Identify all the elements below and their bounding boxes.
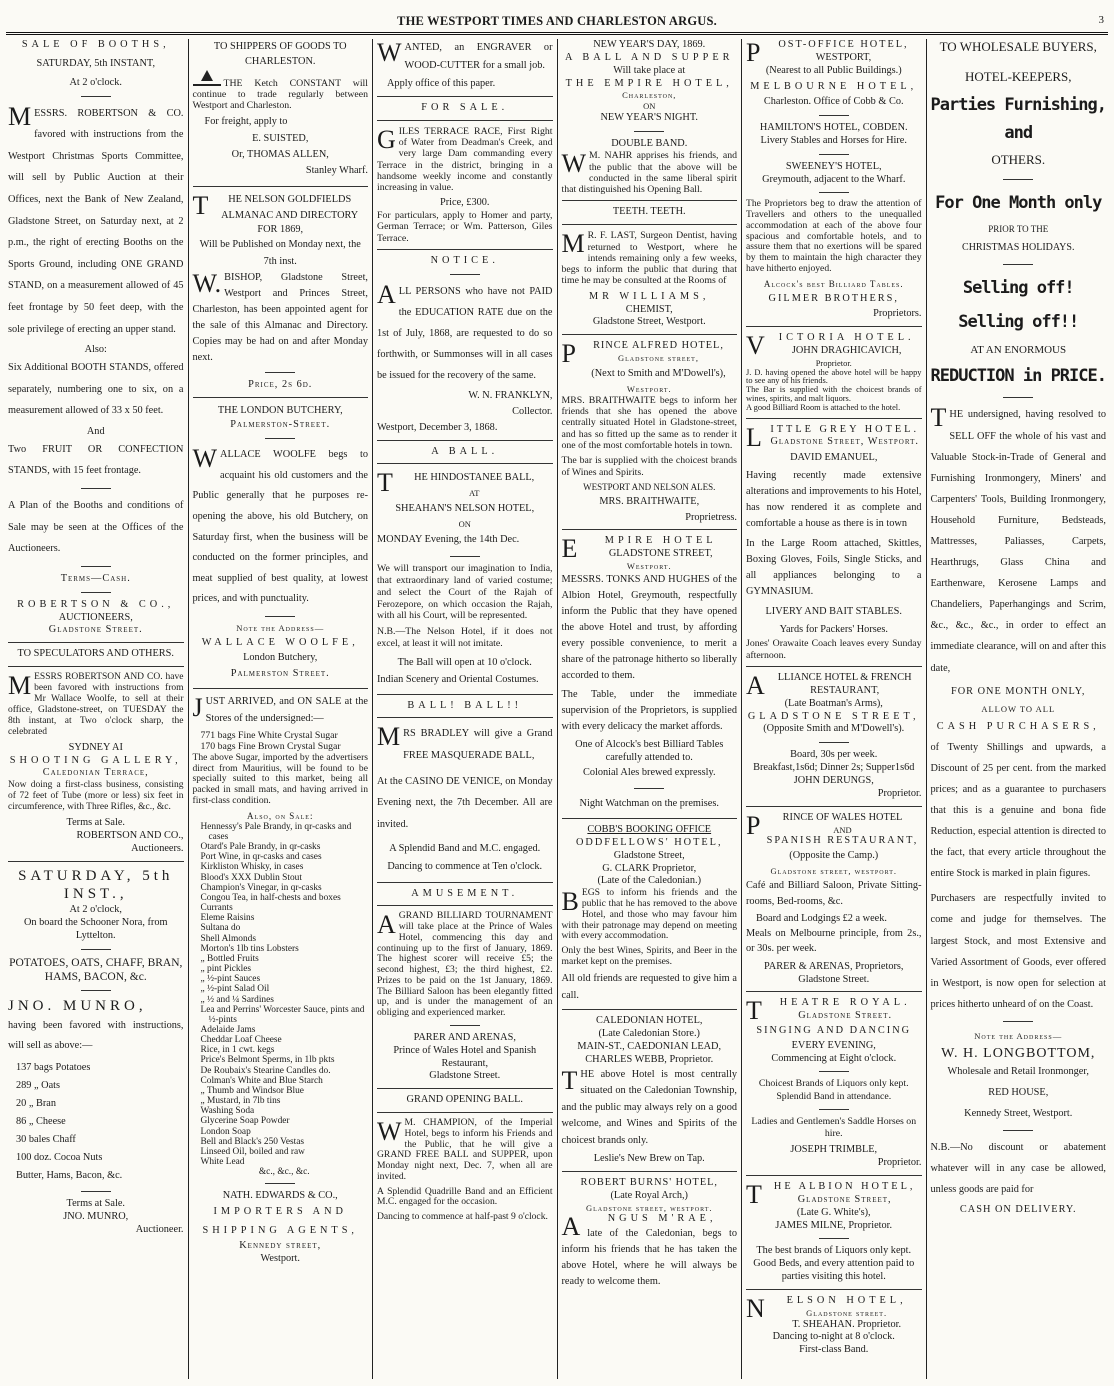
ad-body: Good Beds, and every attention paid to parties visiting this hotel. <box>753 1258 915 1283</box>
advertiser-name: T. SHEAHAN. Proprietor. <box>792 1318 902 1330</box>
ad-body: MESSRS. TONKS AND HUGHES of the Albion Hotel, Greymouth, respectfully inform the Public that they have opened the above Hotel and trust, by affording every possible convenience, to merit a share of the patronage hitherto so liberally accorded to them. <box>561 573 737 681</box>
advertiser-role: Proprietor. <box>877 787 922 799</box>
ad-heading: TEETH. TEETH. <box>612 206 686 218</box>
ad-line: First-class Band. <box>799 1344 869 1356</box>
list-item: Glycerine Soap Powder <box>200 1116 290 1127</box>
list-item: Bell and Black's 250 Vestas <box>200 1136 305 1147</box>
advertiser-role: Auctioneers. <box>131 842 184 854</box>
advertiser-name: JAMES MILNE, Proprietor. <box>775 1219 893 1231</box>
ad-line: And <box>86 425 105 437</box>
ad-heading: FOR ONE MONTH ONLY, <box>951 685 1086 697</box>
ad-heading: EMPIRE HOTEL <box>561 534 717 564</box>
advertiser-name: GILMER BROTHERS, <box>768 292 899 304</box>
ad-body: Indian Scenery and Oriental Costumes. <box>377 674 539 686</box>
ad-line: (Next to Smith and M'Dowell's), <box>591 367 726 379</box>
advertiser-role: AUCTIONEERS, <box>58 611 133 623</box>
ad-heading: TO WHOLESALE BUYERS, <box>939 39 1097 54</box>
ad-line: Will take place at <box>613 64 686 76</box>
ad-line: Gladstone street, westport. <box>586 1202 713 1213</box>
advertiser-role: IMPORTERS AND SHIPPING AGENTS, <box>202 1206 359 1236</box>
list-item: De Roubaix's Stearine Candles do. <box>200 1065 331 1076</box>
ad-body: N.B.—No discount or abatement whatever will in any case be allowed, unless goods are paid for <box>930 1142 1106 1196</box>
list-item: 170 bags Fine Brown Crystal Sugar <box>200 741 341 753</box>
ad-heading: CALEDONIAN HOTEL, <box>596 1015 703 1027</box>
ad-heading: THEATRE ROYAL. <box>746 996 911 1026</box>
advertiser-role: Proprietor. <box>815 357 852 368</box>
ad-line: (Nearest to all Public Buildings.) <box>765 64 902 76</box>
list-item: Adelaide Jams <box>200 1024 256 1035</box>
ad-line: SYDNEY AI <box>68 741 123 753</box>
ad-body: Jones' Orawaite Coach leaves every Sunday afternoon. <box>746 638 922 661</box>
ad-line: DOUBLE BAND. <box>611 137 688 149</box>
ad-body: The Proprietors beg to draw the attention of Travellers and others to the unequalled accommodation at each of the above four spacious and comfortable hotels, and to assure them that no exertions will be spared by them to maintain the high character they have hitherto enjoyed. <box>746 198 922 274</box>
ad-heading: THE NELSON GOLDFIELDS ALMANAC AND DIRECTORY <box>192 190 359 221</box>
advertiser-address: Gladstone Street. <box>798 973 870 985</box>
ad-price: Breakfast,1s6d; Dinner 2s; Supper1s6d <box>753 762 915 774</box>
advertiser-name: CHARLES WEBB, Proprietor. <box>585 1053 714 1065</box>
advertiser-name: ANGUS M'RAE, <box>561 1212 717 1242</box>
ad-heading: HAMILTON'S HOTEL, COBDEN. <box>759 121 908 133</box>
ad-body: late of the Caledonian, begs to inform his friends that he has taken the above Hotel, where he will always be ready to welcome them. <box>561 1228 737 1288</box>
ad-heading: LITTLE GREY HOTEL. <box>746 422 920 452</box>
ad-line: (Late Royal Arch,) <box>610 1189 688 1201</box>
advertiser-role: Proprietors. <box>873 308 922 320</box>
advertiser-name: PARER & ARENAS, Proprietors, <box>763 960 904 972</box>
ad-price: Price, 2s 6d. <box>248 378 313 390</box>
ad-heading: For One Month only <box>935 192 1102 213</box>
ad-terms: Terms—Cash. <box>60 572 131 584</box>
ad-heading: THE HINDOSTANEE BALL, <box>377 468 535 498</box>
ad-line: (Opposite Smith and M'Dowell's). <box>763 723 905 735</box>
ad-line: The Ball will open at 10 o'clock. <box>397 656 532 668</box>
ad-line: Gladstone Street. <box>798 1010 893 1022</box>
ad-date: SATURDAY, 5th INSTANT, <box>36 57 156 69</box>
ad-heading: PRINCE ALFRED HOTEL, <box>561 339 724 369</box>
advertiser-name: NATH. EDWARDS & CO., <box>222 1190 338 1202</box>
list-item: Butter, Hams, Bacon, &c. <box>16 1170 123 1182</box>
advertiser-name: MR WILLIAMS, <box>589 290 710 302</box>
ad-body: ALL PERSONS who have not PAID the EDUCATION RATE due on the 1st of July, 1868, are requested to do so forthwith, or Summonses will in all cases be issued for the recovery of the same. <box>377 279 553 382</box>
ad-body: MESSRS. ROBERTSON & CO. favored with instructions from the Westport Christmas Sports Committee, will sell by Public Auction at their Offices, next the Bank of New Zealand, Gladstone Street, on Saturday next, at 2 p.m., the right of erecting Booths on the Sports Ground, including ONE GRAND STAND, on a measurement allowed of 45 feet frontage by 50 feet deep, with the sole privilege of erecting an upper stand. <box>8 101 184 335</box>
advertiser-role: Proprietress. <box>685 511 737 523</box>
ad-heading: CASH PURCHASERS, <box>936 721 1100 733</box>
ad-body: WM. CHAMPION, of the Imperial Hotel, begs to inform his Friends and the Public, that he will give a GRAND FREE BALL and SUPPER, upon Monday night next, Dec. 7, when all are invited. <box>377 1117 553 1182</box>
ad-heading: SPANISH RESTAURANT, <box>766 835 919 847</box>
ad-heading: THE LONDON BUTCHERY, <box>217 404 343 416</box>
ad-line: Gladstone Street, Westport. <box>770 436 919 448</box>
list-item: 20 „ Bran <box>16 1098 57 1110</box>
list-item: 100 doz. Cocoa Nuts <box>16 1152 103 1164</box>
ad-body: MESSRS ROBERTSON AND CO. have been favored with instructions from Mr Wallace Woolfe, to sell at their office, Gladstone-street, on TUESDAY the 8th instant, at Two o'clock sharp, the celebrated <box>8 671 184 737</box>
ad-line: Note the Address— <box>236 622 325 633</box>
ad-line: Charleston, <box>622 90 677 101</box>
ad-line: Will be Published on Monday next, the 7th inst. <box>199 239 361 267</box>
ad-body: THE Ketch CONSTANT will continue to trade regularly between Westport and Charleston. <box>192 77 368 112</box>
advertiser-address: Westport. <box>260 1253 300 1265</box>
list-item: Cheddar Loaf Cheese <box>200 1035 282 1046</box>
list-item: Congou Tea, in half-chests and boxes <box>200 892 341 903</box>
advertiser-address: Prince of Wales Hotel and Spanish Restaurant, <box>393 1044 537 1069</box>
ad-line: For freight, apply to <box>204 115 288 127</box>
ad-line: MONDAY Evening, the 14th Dec. <box>377 533 520 545</box>
ad-body: The above Sugar, imported by the advertisers direct from Mauritius, will be found to be specially suited to this market, being all packed in small mats, and having arrived in first-class condition. <box>192 751 368 806</box>
list-item: London Soap <box>200 1126 251 1137</box>
list-item: „ ½-pint Sauces <box>200 974 261 985</box>
ad-body: of Twenty Shillings and upwards, a Discount of 25 per cent. from the marked prices; and as a guarantee to purchasers that this is a genuine and bona fide Reduction, especial attention is directed to the fact, that every article throughout the entire Stock is marked in plain figures. <box>930 741 1106 880</box>
list-item: Sultana do <box>200 923 241 934</box>
ad-line: (Late of the Caledonian.) <box>597 875 701 887</box>
ad-heading: BALL! BALL!! <box>407 699 523 711</box>
list-item: Eleme Raisins <box>200 913 255 924</box>
ad-body: A Plan of the Booths and conditions of Sale may be seen at the Offices of the Auctioneers. <box>8 500 184 555</box>
ad-line: Note the Address— <box>974 1030 1063 1041</box>
ad-terms: Terms at Sale. <box>66 1198 125 1210</box>
ad-body: Two FRUIT OR CONFECTION STANDS, with 15 feet frontage. <box>8 443 184 477</box>
ad-line: Caledonian Terrace, <box>42 767 149 779</box>
ad-line: ALLOW TO ALL <box>981 704 1056 715</box>
column-4 <box>558 39 743 1379</box>
ad-body: Dancing to commence at half-past 9 o'clock. <box>377 1210 548 1222</box>
list-item: Currants <box>200 903 233 914</box>
list-item: White Lead <box>200 1157 245 1167</box>
ad-line: Also: <box>84 344 107 356</box>
ad-body: Ladies and Gentlemen's Saddle Horses on hire. <box>751 1115 917 1140</box>
ad-body: GILES TERRACE RACE, First Right of Water from Deadman's Creek, and very large Dam commanding every Terrace in the district, bringing in a handsome weekly income and constantly increasing in value. <box>377 124 553 194</box>
ad-line: Alcock's best Billiard Tables. <box>763 278 904 289</box>
ad-body: J. D. having opened the above hotel will be happy to see any of his friends. <box>746 367 922 386</box>
advertiser-name: Or, THOMAS ALLEN, <box>231 149 329 161</box>
advertiser-name: JNO. MUNRO, <box>8 998 147 1015</box>
advertiser-address: Kennedy Street, Westport. <box>964 1107 1073 1119</box>
ad-line: Board and Lodgings £2 a week. <box>756 913 887 925</box>
list-item: Otard's Pale Brandy, in qr-casks <box>200 842 321 853</box>
advertiser-address: Palmerston-Street. <box>230 419 331 431</box>
ad-price: Board, 30s per week. <box>790 749 878 761</box>
ad-line: Dancing to-night at 8 o'clock. <box>772 1331 895 1343</box>
ad-date: Westport, December 3, 1868. <box>377 421 498 433</box>
ad-line: ON <box>643 101 656 112</box>
ad-heading: POTATOES, OATS, CHAFF, BRAN, HAMS, BACON, &c. <box>9 956 183 984</box>
ad-heading: NEW YEAR'S DAY, 1869. <box>593 39 706 50</box>
list-item: 86 „ Cheese <box>16 1116 66 1128</box>
ad-time: Commencing at Eight o'clock. <box>771 1052 897 1064</box>
advertiser-name: W. H. LONGBOTTOM, <box>941 1045 1096 1061</box>
advertiser-name: ROBERTSON AND CO., <box>76 829 184 841</box>
ad-line: AT AN ENORMOUS <box>970 343 1067 356</box>
ad-line: Colonial Ales brewed expressly. <box>582 767 716 779</box>
ad-body: AGRAND BILLIARD TOURNAMENT will take place at the Prince of Wales Hotel, commencing this day and continuing up to the first of January, 1869. The highest scorer will receive £5; the second highest, £3; the third highest, £2. Prizes to be paid on the 1st January, 1869. The Billiard Saloon has been elegantly fitted up, and is under the management of an obliging and experienced marker. <box>377 910 553 1019</box>
ad-line: Splendid Band in attendance. <box>776 1090 892 1102</box>
ad-heading: SHOOTING GALLERY, <box>9 754 182 766</box>
list-item: Rice, in 1 cwt. kegs <box>200 1045 275 1056</box>
ad-line: AT <box>469 487 480 498</box>
ad-heading: MELBOURNE HOTEL, <box>750 80 918 92</box>
ad-body: Only the best Wines, Spirits, and Beer in the market kept on the premises. <box>561 945 737 967</box>
ad-line: AND <box>833 824 852 835</box>
ad-line: Charleston. Office of Cobb & Co. <box>763 96 904 108</box>
ad-heading: TO SPECULATORS AND OTHERS. <box>17 648 174 660</box>
ad-body: For particulars, apply to Homer and party, German Terrace; or Wm. Patterson, Giles Terrace. <box>377 210 553 244</box>
ad-body: having been favored with instructions, will sell as above:— <box>8 1020 184 1051</box>
ad-time: At 2 o'clock, <box>69 904 122 916</box>
ad-line: FOR 1869, <box>257 224 304 236</box>
ad-line: Gladstone Street, <box>613 849 685 861</box>
ad-heading: HOTEL-KEEPERS, <box>964 69 1072 85</box>
list-item: Shell Almonds <box>200 933 256 944</box>
ad-heading: REDUCTION in PRICE. <box>930 365 1106 386</box>
advertiser-name: E. SUISTED, <box>252 132 309 144</box>
ad-heading: NOTICE. <box>430 254 499 266</box>
ad-body: In the Large Room attached, Skittles, Boxing Gloves, Foils, Single Sticks, and all appliances belonging to a GYMNASIUM. <box>746 537 922 597</box>
list-item: „ Mustard, in 7lb tins <box>200 1096 281 1107</box>
ad-heading: CASH ON DELIVERY. <box>959 1204 1077 1216</box>
ad-body: Purchasers are respectfully invited to come and judge for themselves. The largest Stock, and most Extensive and Varied Assortment of Goods, ever offered in Westport, is now open for selection at prices hitherto unheard of on the Coast. <box>930 893 1106 1010</box>
ad-line: Gladstone Street, <box>797 1193 892 1205</box>
advertiser-role: Wholesale and Retail Ironmonger, <box>947 1066 1089 1078</box>
ad-heading: PRINCE OF WALES HOTEL <box>746 810 903 840</box>
advertiser-address: Palmerston Street. <box>230 667 330 679</box>
ad-body: A Splendid Quadrille Band and an Efficient M.C. engaged for the occasion. <box>377 1185 553 1208</box>
ad-heading: COBB'S BOOKING OFFICE <box>587 824 712 836</box>
advertiser-name: G. CLARK Proprietor, <box>602 862 697 874</box>
ad-heading: A BALL. <box>431 445 499 457</box>
ad-line: Dancing to commence at Ten o'clock. <box>387 861 543 873</box>
ad-body: Having recently made extensive alterations and improvements to his Hotel, has now rendered it as complete and comfortable a house as there is in town <box>746 469 922 529</box>
ad-heading: TO SHIPPERS OF GOODS TO CHARLESTON. <box>213 41 347 68</box>
ad-body: MRS. BRAITHWAITE begs to inform her friends that she has opened the above centrally situated Hotel in Gladstone-street, and has so fitted up the same as to render it one of the most comfortable hotels in town. <box>561 394 737 451</box>
ad-body: MRS BRADLEY will give a Grand FREE MASQUERADE BALL, <box>377 722 553 762</box>
advertiser-address: Gladstone Street, Westport. <box>592 316 706 328</box>
advertiser-name: DAVID EMANUEL, <box>790 452 878 464</box>
ad-line: SHEAHAN'S NELSON HOTEL, <box>395 502 535 514</box>
ad-body: Meals on Melbourne principle, from 2s., or 30s. per week. <box>746 927 922 955</box>
ad-heading: LIVERY AND BAIT STABLES. <box>765 606 902 618</box>
ad-body: W.BISHOP, Gladstone Street, Westport and Princes Street, Charleston, has been appointed agent for the sale of this Almanac and Directory. Copies may be had on and after Monday next. <box>192 269 368 364</box>
list-item: Lea and Perrins' Worcester Sauce, pints and ½-pints <box>200 1004 365 1025</box>
list-item: Blood's XXX Dublin Stout <box>200 872 302 883</box>
ad-line: Livery Stables and Horses for Hire. <box>760 134 907 146</box>
list-item: 30 bales Chaff <box>16 1134 76 1146</box>
paper-title: THE WESTPORT TIMES AND CHARLESTON ARGUS. <box>397 14 717 28</box>
ad-body: A good Billiard Room is attached to the hotel. <box>746 402 901 412</box>
ad-line: Apply office of this paper. <box>387 78 496 89</box>
ad-line: Choicest Brands of Liquors only kept. <box>758 1078 909 1090</box>
ad-line: Gladstone street. <box>806 1307 888 1318</box>
ad-terms: Terms at Sale. <box>66 817 125 829</box>
ad-body: Café and Billiard Saloon, Private Sitting-rooms, Bed-rooms, &c. <box>746 880 922 907</box>
ad-line: WESTPORT AND NELSON ALES. <box>583 481 716 492</box>
ad-heading: SWEENEY'S HOTEL, <box>785 160 882 172</box>
ad-body: WALLACE WOOLFE begs to acquaint his old customers and the Public generally that he purposes re-opening the above, his old Butchery, on Saturday first, when the business will be conducted on the former principles, and meat supplied of best quality, at lowest prices, and with punctuality. <box>192 444 368 605</box>
list-item: „ pint Pickles <box>200 964 252 975</box>
ad-line: ON <box>458 519 471 530</box>
advertiser-name: ROBERTSON & CO., <box>17 598 175 610</box>
ad-heading: ODDFELLOWS' HOTEL, <box>575 836 723 848</box>
columns <box>4 39 1110 1379</box>
ad-heading: Selling off! Selling off!! <box>958 277 1079 332</box>
ad-heading: ROBERT BURNS' HOTEL, <box>580 1177 718 1189</box>
ad-heading: SINGING AND DANCING <box>756 1025 912 1037</box>
ad-line: CHRISTMAS HOLIDAYS. <box>962 241 1075 253</box>
ad-line: Westport. <box>626 561 672 572</box>
ad-heading: POST-OFFICE HOTEL, <box>746 39 909 67</box>
list-item: Colman's White and Blue Starch <box>200 1075 323 1086</box>
ad-line: NEW YEAR'S NIGHT. <box>600 111 698 123</box>
list-item: „ Bottled Fruits <box>200 953 259 964</box>
list-item: 771 bags Fine White Crystal Sugar <box>200 730 338 742</box>
ad-line: Yards for Packers' Horses. <box>779 624 888 635</box>
ad-line: (Opposite the Camp.) <box>789 850 879 862</box>
ad-body: WM. NAHR apprises his friends, and the public that the above will be conducted in the same liberal spirit that distinguished his Opening Ball. <box>561 149 737 196</box>
column-6 <box>927 39 1111 1379</box>
ad-heading: THE ALBION HOTEL, <box>746 1180 916 1210</box>
masthead <box>6 0 1108 35</box>
ad-heading: AMUSEMENT. <box>411 887 519 899</box>
ad-price: Price, £300. <box>440 197 490 209</box>
ad-body: We will transport our imagination to India, that extraordinary land of varied costume; and select the Court of the Rajah of Ferozepore, on which occasion the Rajah, with all his Court, will be represented. <box>377 563 553 622</box>
advertiser-role: Proprietor. <box>877 1157 922 1169</box>
advertiser-address: RED HOUSE, <box>988 1087 1049 1098</box>
advertiser-name: JNO. MUNRO, <box>63 1211 129 1223</box>
ad-body: At the CASINO DE VENICE, on Monday Evening next, the 7th December. All are invited. <box>377 775 553 830</box>
ad-body: The Bar is supplied with the choicest brands of wines, spirits, and malt liquors. <box>746 385 922 403</box>
advertiser-role: Auctioneer. <box>135 1224 184 1236</box>
list-item: Kirkliston Whisky, in cases <box>200 862 304 873</box>
ad-body: BEGS to inform his friends and the public that he has removed to the above Hotel, and those who may favour him with their patronage may depend on meeting with every accommodation. <box>561 887 737 942</box>
list-item: Port Wine, in qr-casks and cases <box>200 852 322 863</box>
advertiser-address: Kennedy street, <box>239 1240 322 1252</box>
ad-line: Night Watchman on the premises. <box>579 797 719 809</box>
ad-line: (Late Boatman's Arms), <box>784 697 883 709</box>
advertiser-address: Gladstone Street. <box>429 1070 501 1082</box>
ad-line: GLADSTONE STREET, <box>608 548 713 560</box>
ad-time: At 2 o'clock. <box>69 76 122 88</box>
ad-body: The Table, under the immediate supervision of the Proprietors, is supplied with every delicacy the market affords. <box>561 689 737 733</box>
advertiser-role: Collector. <box>512 406 553 418</box>
list-item: Linseed Oil, boiled and raw <box>200 1146 305 1157</box>
list-item: 137 bags Potatoes <box>16 1062 91 1074</box>
column-3 <box>373 39 558 1379</box>
advertiser-address: Gladstone Street. <box>48 624 143 636</box>
ad-body: JUST ARRIVED, and ON SALE at the Stores of the undersigned:— <box>192 693 368 724</box>
ad-line: Westport. <box>626 384 672 395</box>
ad-heading: VICTORIA HOTEL. <box>746 331 915 361</box>
ad-heading: THE EMPIRE HOTEL, <box>565 77 733 89</box>
ad-body: The bar is supplied with the choicest brands of Wines and Spirits. <box>561 455 737 478</box>
ad-body: WANTED, an ENGRAVER or WOOD-CUTTER for a small job. <box>377 39 553 71</box>
ad-body: MR. F. LAST, Surgeon Dentist, having returned to Westport, where he intends remaining only a few weeks, begs to inform the public that during that time he may be consulted at the Rooms of <box>561 229 737 287</box>
ad-heading: FOR SALE. <box>421 101 509 113</box>
list-item: 289 „ Oats <box>16 1080 61 1092</box>
advertiser-name: MRS. BRAITHWAITE, <box>599 496 700 508</box>
ad-heading: ALLIANCE HOTEL & FRENCH RESTAURANT, <box>746 671 912 700</box>
ad-line: Gladstone street, <box>618 353 699 364</box>
advertiser-address: London Butchery, <box>243 652 318 664</box>
ad-heading: NELSON HOTEL, <box>746 1294 907 1324</box>
advertiser-name: JOHN DRAGHICAVICH, <box>791 345 902 357</box>
column-1 <box>4 39 189 1379</box>
ad-body: THE undersigned, having resolved to SELL OFF the whole of his vast and Valuable Stock-in-Trade of General and Furnishing Ironmongery, Miners' and Carpenters' Tools, Building Ironmongery, Household Furniture, Bedsteads, Mattresses, Paliasses, Carpets, Hearthrugs, Glass China and Earthenware, Kerosene Lamps and Chandeliers, Paperhangings and Scrim, &c., &c., &c., in order to effect an immediate clearance, will on and after this date, <box>930 403 1106 674</box>
advertiser-name: JOHN DERUNGS, <box>793 775 874 787</box>
list-item: „ ½ and ¼ Sardines <box>200 994 274 1005</box>
ad-line: Greymouth, adjacent to the Wharf. <box>762 173 906 185</box>
ad-body: Six Additional BOOTH STANDS, offered separately, numbering one to six, on a measurement allowed of 33 x 50 feet. <box>8 362 184 417</box>
ad-line: WESTPORT, <box>815 51 872 63</box>
page-number: 3 <box>1098 14 1104 26</box>
ad-heading: SATURDAY, 5th INST., <box>18 867 174 903</box>
column-5 <box>742 39 927 1379</box>
list-item: Price's Belmont Sperms, in 1lb pkts <box>200 1055 335 1066</box>
ad-line: PRIOR TO THE <box>988 223 1049 234</box>
list-item: Champion's Vinegar, in qr-casks <box>200 882 322 893</box>
ad-body: N.B.—The Nelson Hotel, if it does not excel, at least it will not imitate. <box>377 626 553 649</box>
ad-line: Gladstone street, westport. <box>770 865 897 876</box>
ship-icon <box>193 70 221 86</box>
advertiser-name: WALLACE WOOLFE, <box>201 636 359 648</box>
ad-line: On board the Schooner Nora, from Lyttelton. <box>23 916 168 941</box>
list-item: Morton's 1lb tins Lobsters <box>200 943 299 954</box>
ad-line: Leslie's New Brew on Tap. <box>593 1153 705 1165</box>
ad-line: EVERY EVENING, <box>791 1039 876 1051</box>
ad-heading: A BALL AND SUPPER <box>564 51 734 63</box>
advertiser-name: W. N. FRANKLYN, <box>468 390 553 402</box>
ad-line: Also, on Sale: <box>247 810 314 821</box>
list-item: &c., &c., &c. <box>258 1167 310 1178</box>
advertiser-address: Stanley Wharf. <box>305 164 368 176</box>
ad-line: (Late Caledonian Store.) <box>598 1028 700 1040</box>
column-2 <box>189 39 374 1379</box>
ad-line: One of Alcock's best Billiard Tables carefully attended to. <box>575 739 724 764</box>
ad-heading: SALE OF BOOTHS, <box>21 39 170 50</box>
ad-heading: OTHERS. <box>991 151 1046 167</box>
list-item: „ ½-pint Salad Oil <box>200 984 270 995</box>
ad-heading: Parties Furnishing, and <box>930 95 1106 143</box>
list-item: „ Thumb and Windsor Blue <box>200 1085 304 1096</box>
ad-line: (Late G. White's), <box>796 1206 871 1218</box>
ad-body: Now doing a first-class business, consisting of 72 feet of Tube (more or less) six feet in circumference, with Three Rifles, &c., &c. <box>8 780 184 813</box>
ad-line: MAIN-ST., CAEDONIAN LEAD, <box>577 1041 722 1053</box>
list-item: Hennessy's Pale Brandy, in qr-casks and cases <box>200 821 352 842</box>
advertiser-role: CHEMIST, <box>625 303 673 315</box>
ad-line: The best brands of Liquors only kept. <box>756 1245 912 1257</box>
ad-heading: GLADSTONE STREET, <box>747 710 920 722</box>
ad-line: A Splendid Band and M.C. engaged. <box>389 842 541 854</box>
advertiser-name: PARER AND ARENAS, <box>413 1031 516 1043</box>
ad-heading: GRAND OPENING BALL. <box>406 1094 523 1106</box>
advertiser-name: JOSEPH TRIMBLE, <box>790 1144 878 1156</box>
ad-body: All old friends are requested to give him a call. <box>561 973 737 1001</box>
list-item: Washing Soda <box>200 1106 255 1117</box>
ad-body: THE above Hotel is most centrally situated on the Caledonian Township, and the public may always rely on a good welcome, and Wines and Spirits of the choicest brands only. <box>561 1065 737 1146</box>
